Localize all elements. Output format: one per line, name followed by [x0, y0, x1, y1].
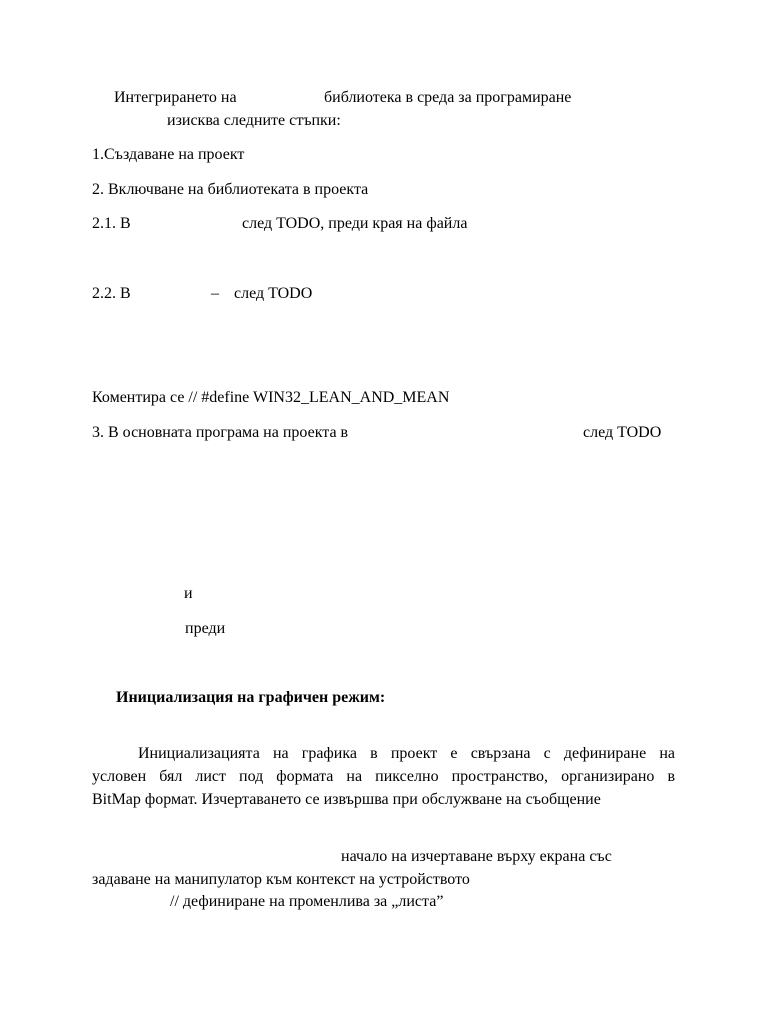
step-2-2-prefix: 2.2. В	[92, 285, 131, 302]
intro-text-end: библиотека в среда за програмиране	[324, 89, 572, 106]
step-2-2-dash: –	[211, 285, 219, 302]
intro-text-line2: изисква следните стъпки:	[167, 112, 341, 129]
paragraph-line-2-text: условен бял лист под формата на пикселно пространство, организирано в	[92, 768, 675, 785]
paragraph-line-1-text: Инициализацията на графика в проект е свързана с дефиниране на	[138, 745, 675, 762]
before-word: преди	[185, 620, 226, 637]
step-3-prefix: 3. В основната програма на проекта в	[92, 424, 349, 441]
paragraph-line-5: задаване на манипулатор към контекст на устройството	[92, 871, 470, 888]
step-1: 1.Създаване на проект	[92, 146, 245, 163]
section-heading: Инициализация на графичен режим:	[116, 689, 386, 706]
paragraph-line-1	[138, 745, 675, 763]
step-3-suffix: след TODO	[583, 424, 662, 441]
paragraph-line-4: начало на изчертаване върху екрана със	[341, 848, 612, 865]
step-2-2-suffix: след TODO	[234, 285, 313, 302]
paragraph-line-6: // дефиниране на променлива за „листа”	[170, 893, 444, 910]
comment-line: Коментира се // #define WIN32_LEAN_AND_MEAN	[92, 389, 450, 406]
step-2: 2. Включване на библиотеката в проекта	[92, 181, 369, 198]
step-2-1-prefix: 2.1. В	[92, 215, 131, 232]
and-word: и	[184, 585, 193, 602]
intro-text-start: Интегрирането на	[114, 89, 237, 106]
paragraph-line-2	[92, 768, 675, 786]
paragraph-line-3: BitMap формат. Изчертаването се извършва при обслужване на съобщение	[92, 791, 601, 808]
step-2-1-suffix: след TODO, преди края на файла	[242, 215, 468, 232]
